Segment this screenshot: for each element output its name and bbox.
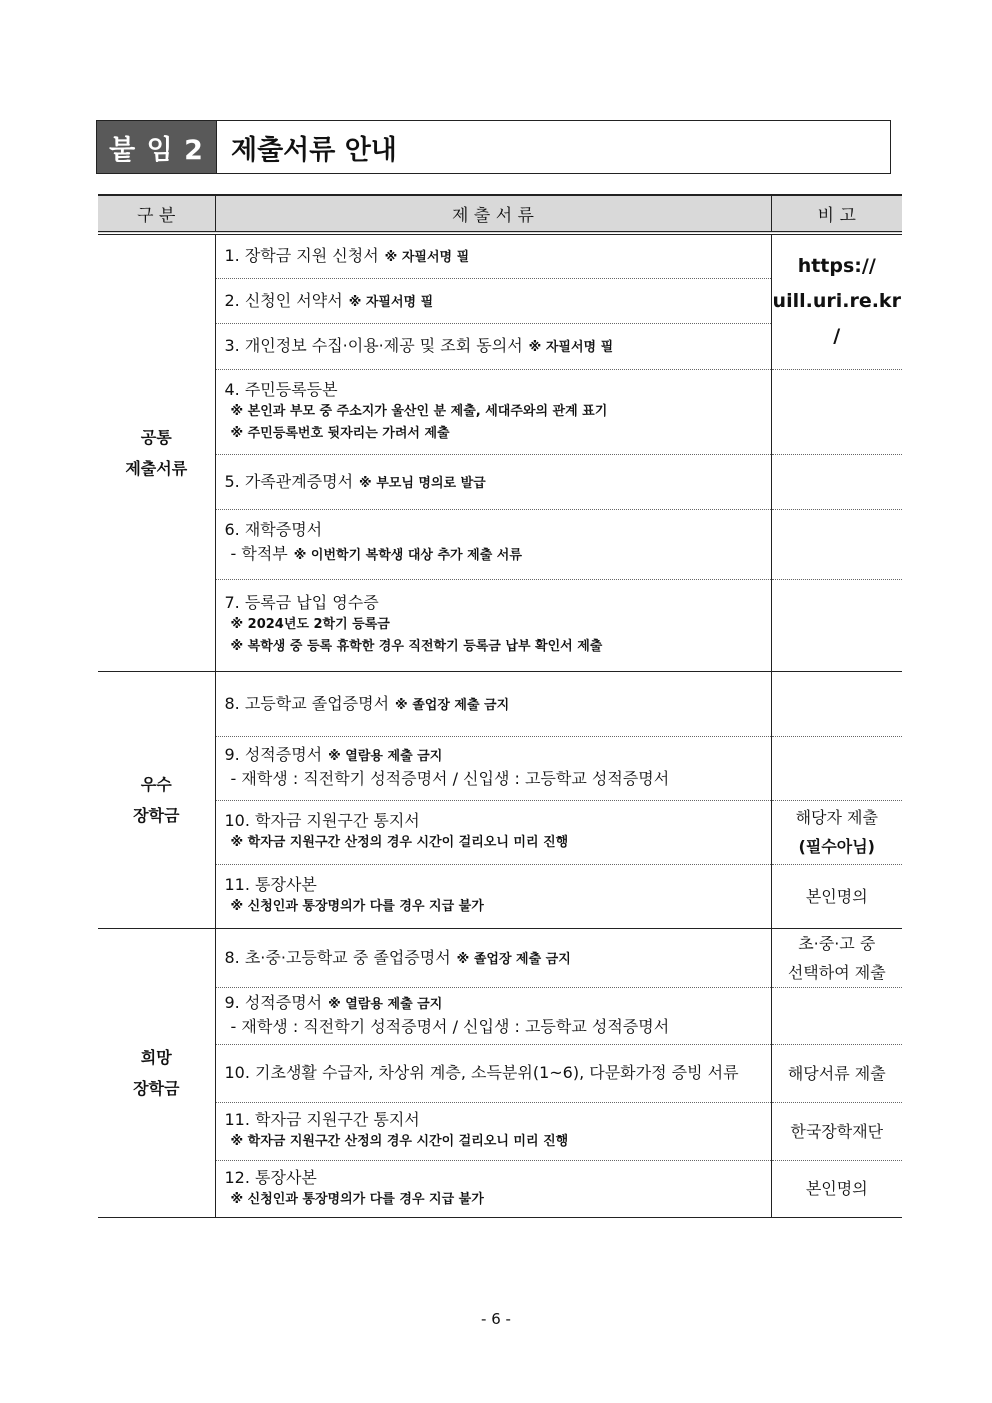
table-row xyxy=(98,1044,902,1102)
doc-row-4: 4. 주민등록등본 ※ 본인과 부모 중 주소지가 울산인 분 제출, 세대주와의 관계 표기 ※ 주민등록번호 뒷자리는 가려서 제출 xyxy=(215,369,771,454)
doc-row-h8: 8. 초·중·고등학교 중 졸업증명서 ※ 졸업장 제출 금지 xyxy=(215,928,771,987)
remark-empty xyxy=(771,579,902,671)
doc-row-1: 1. 장학금 지원 신청서 ※ 자필서명 필 xyxy=(215,233,771,278)
doc-row-10: 10. 학자금 지원구간 통지서 ※ 학자금 지원구간 산정의 경우 시간이 걸리오니 미리 진행 xyxy=(215,800,771,864)
doc-row-h9: 9. 성적증명서 ※ 열람용 제출 금지 - 재학생 : 직전학기 성적증명서 / 신입생 : 고등학교 성적증명서 xyxy=(215,987,771,1044)
doc-row-7: 7. 등록금 납입 영수증 ※ 2024년도 2학기 등록금 ※ 복학생 중 등록 휴학한 경우 직전학기 등록금 납부 확인서 제출 xyxy=(215,579,771,671)
table-row xyxy=(98,864,902,928)
remark-empty xyxy=(771,454,902,509)
remark-empty xyxy=(771,671,902,736)
table-row xyxy=(98,369,902,454)
remark-empty xyxy=(771,509,902,579)
doc-row-3: 3. 개인정보 수집·이용·제공 및 조회 동의서 ※ 자필서명 필 xyxy=(215,323,771,369)
header-category: 구 분 xyxy=(98,195,215,233)
remark-h8: 초·중·고 중 선택하여 제출 xyxy=(771,928,902,987)
group-hope: 희망 장학금 xyxy=(98,928,215,1217)
remark-r10: 해당자 제출 (필수아님) xyxy=(771,800,902,864)
documents-table xyxy=(98,194,902,1218)
doc-row-h10: 10. 기초생활 수급자, 차상위 계층, 소득분위(1~6), 다문화가정 증빙 서류 xyxy=(215,1044,771,1102)
header-remarks: 비 고 xyxy=(771,195,902,233)
page-number: - 6 - xyxy=(481,1310,511,1328)
remark-h10: 해당서류 제출 xyxy=(771,1044,902,1102)
remark-h11: 한국장학재단 xyxy=(771,1102,902,1160)
doc-row-h11: 11. 학자금 지원구간 통지서 ※ 학자금 지원구간 산정의 경우 시간이 걸리오니 미리 진행 xyxy=(215,1102,771,1160)
table-row xyxy=(98,987,902,1044)
group-excellent: 우수 장학금 xyxy=(98,671,215,928)
doc-row-6: 6. 재학증명서 - 학적부 ※ 이번학기 복학생 대상 추가 제출 서류 xyxy=(215,509,771,579)
table-row xyxy=(98,1160,902,1217)
table-row xyxy=(98,928,902,987)
doc-row-11: 11. 통장사본 ※ 신청인과 통장명의가 다를 경우 지급 불가 xyxy=(215,864,771,928)
group-common: 공통 제출서류 xyxy=(98,233,215,671)
remark-h12: 본인명의 xyxy=(771,1160,902,1217)
table-row xyxy=(98,579,902,671)
remark-empty xyxy=(771,369,902,454)
table-row xyxy=(98,800,902,864)
table-row xyxy=(98,1102,902,1160)
header-documents: 제 출 서 류 xyxy=(215,195,771,233)
table-row xyxy=(98,736,902,800)
remark-r11: 본인명의 xyxy=(771,864,902,928)
table-row xyxy=(98,454,902,509)
doc-row-8: 8. 고등학교 졸업증명서 ※ 졸업장 제출 금지 xyxy=(215,671,771,736)
remark-url: https:// uill.uri.re.kr / xyxy=(771,233,902,369)
doc-row-h12: 12. 통장사본 ※ 신청인과 통장명의가 다를 경우 지급 불가 xyxy=(215,1160,771,1217)
page-title: 제출서류 안내 xyxy=(231,134,397,166)
remark-empty xyxy=(771,736,902,800)
table-header-row xyxy=(98,195,902,233)
doc-row-2: 2. 신청인 서약서 ※ 자필서명 필 xyxy=(215,278,771,323)
remark-empty xyxy=(771,987,902,1044)
table-row xyxy=(98,509,902,579)
title-box xyxy=(96,120,891,174)
table-row xyxy=(98,233,902,278)
doc-row-9: 9. 성적증명서 ※ 열람용 제출 금지 - 재학생 : 직전학기 성적증명서 / 신입생 : 고등학교 성적증명서 xyxy=(215,736,771,800)
doc-row-5: 5. 가족관계증명서 ※ 부모님 명의로 발급 xyxy=(215,454,771,509)
attachment-tag: 붙 임 2 xyxy=(97,121,217,173)
table-row xyxy=(98,671,902,736)
